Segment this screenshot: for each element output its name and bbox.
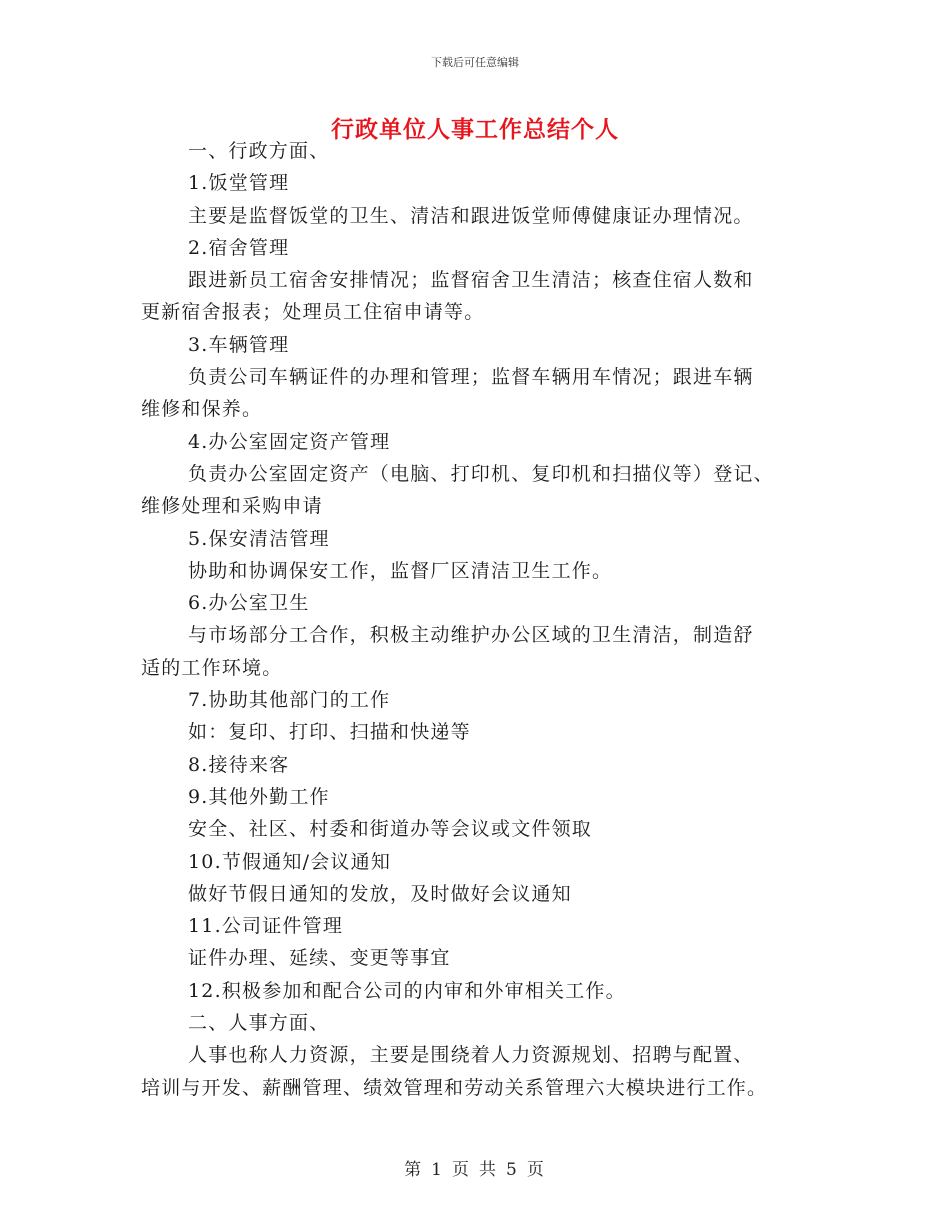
page-header: 下载后可任意编辑: [431, 56, 519, 69]
page-unit: 页: [452, 1160, 471, 1180]
item-heading: 10.节假通知/会议通知: [188, 850, 392, 873]
section-heading-admin: 一、行政方面、: [188, 140, 330, 162]
paragraph-line: 证件办理、延续、变更等事宜: [188, 947, 451, 970]
paragraph-line: 如：复印、打印、扫描和快递等: [188, 721, 471, 744]
item-heading: 12.积极参加和配合公司的内审和外审相关工作。: [188, 979, 626, 1002]
document-body: [141, 135, 813, 1104]
paragraph-line: 维修处理和采购申请: [141, 495, 323, 518]
paragraph-line: 维修和保养。: [141, 398, 263, 421]
paragraph-line: 人事也称人力资源，主要是围绕着人力资源规划、招聘与配置、: [188, 1044, 754, 1067]
item-heading: 2.宿舍管理: [188, 236, 290, 259]
item-heading: 8.接待来客: [188, 753, 290, 776]
item-heading: 1.饭堂管理: [188, 172, 290, 195]
paragraph-line: 培训与开发、薪酬管理、绩效管理和劳动关系管理六大模块进行工作。: [141, 1076, 768, 1099]
item-heading: 5.保安清洁管理: [188, 527, 330, 550]
paragraph-line: 负责公司车辆证件的办理和管理；监督车辆用车情况；跟进车辆: [188, 366, 754, 389]
page-prefix: 第: [404, 1160, 424, 1180]
item-heading: 7.协助其他部门的工作: [188, 689, 391, 712]
page-footer: [0, 1155, 950, 1180]
current-page-number: 1: [431, 1160, 444, 1180]
section-heading-hr: 二、人事方面、: [188, 1012, 330, 1035]
total-unit: 页: [526, 1160, 546, 1180]
item-heading: 9.其他外勤工作: [188, 785, 330, 808]
paragraph-line: 与市场部分工合作，积极主动维护办公区域的卫生清洁，制造舒: [188, 624, 754, 647]
total-label: 共: [479, 1160, 498, 1180]
paragraph-line: 做好节假日通知的发放，及时做好会议通知: [188, 882, 572, 905]
document-title: 行政单位人事工作总结个人: [331, 116, 619, 143]
item-heading: 6.办公室卫生: [188, 592, 310, 615]
item-heading: 4.办公室固定资产管理: [188, 430, 391, 453]
paragraph-line: 负责办公室固定资产（电脑、打印机、复印机和扫描仪等）登记、: [188, 462, 774, 485]
item-heading: 3.车辆管理: [188, 333, 290, 356]
paragraph-line: 更新宿舍报表；处理员工住宿申请等。: [141, 301, 485, 324]
total-pages-number: 5: [506, 1160, 519, 1180]
paragraph-line: 跟进新员工宿舍安排情况；监督宿舍卫生清洁；核查住宿人数和: [188, 269, 754, 292]
paragraph-line: 协助和协调保安工作，监督厂区清洁卫生工作。: [188, 559, 613, 582]
paragraph-line: 主要是监督饭堂的卫生、清洁和跟进饭堂师傅健康证办理情况。: [188, 204, 754, 227]
paragraph-line: 适的工作环境。: [141, 656, 283, 679]
paragraph-line: 安全、社区、村委和街道办等会议或文件领取: [188, 818, 593, 841]
item-heading: 11.公司证件管理: [188, 915, 344, 938]
